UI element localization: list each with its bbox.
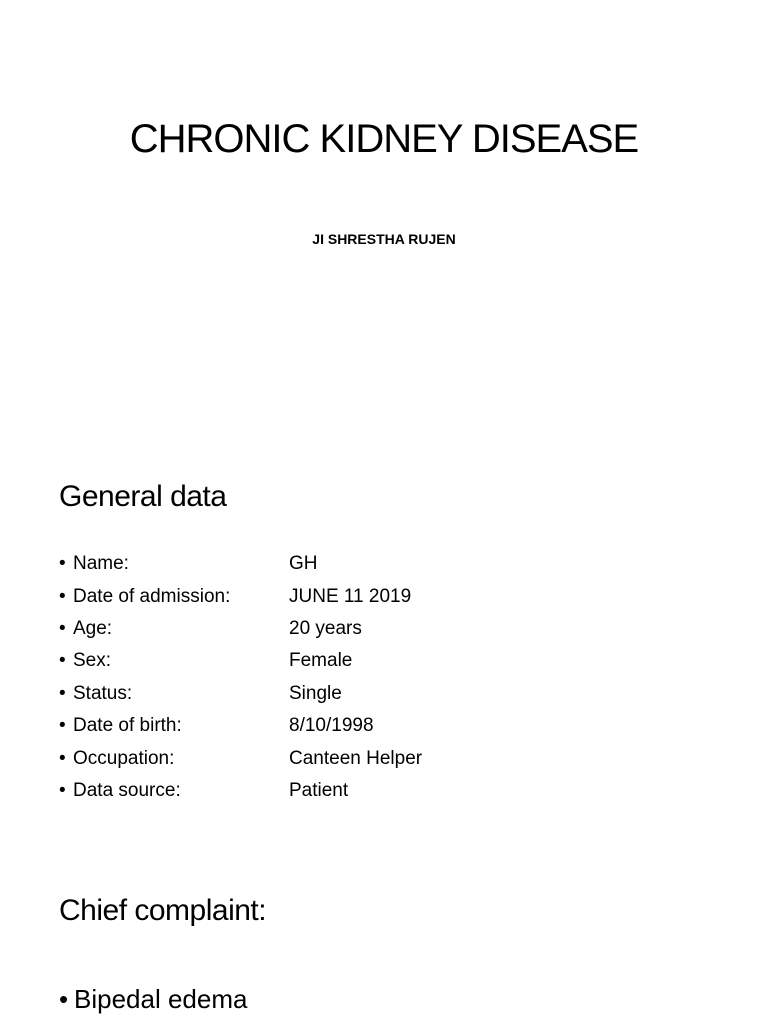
bullet-icon: •: [59, 650, 66, 672]
bullet-icon: •: [59, 553, 66, 575]
bullet-icon: •: [59, 779, 66, 801]
field-value: Female: [289, 650, 353, 672]
list-item-age: [59, 613, 559, 645]
bullet-icon: •: [59, 984, 69, 1014]
field-label: Data source:: [73, 779, 181, 801]
list-item-date-of-admission: [59, 580, 559, 612]
field-label: Age:: [73, 617, 113, 639]
chief-complaint-list: [59, 981, 247, 1017]
author-name: JI SHRESTHA RUJEN: [312, 231, 456, 247]
bullet-icon: •: [59, 715, 66, 737]
field-value: Canteen Helper: [289, 747, 423, 769]
document-title: CHRONIC KIDNEY DISEASE: [129, 117, 639, 161]
field-label: Status:: [73, 682, 133, 704]
field-value: GH: [289, 553, 318, 575]
bullet-icon: •: [59, 747, 66, 769]
list-item-date-of-birth: [59, 710, 559, 742]
complaint-text: Bipedal edema: [74, 984, 248, 1014]
field-value: 20 years: [289, 617, 362, 639]
general-data-list: [59, 548, 559, 807]
list-item-occupation: [59, 742, 559, 774]
field-label: Occupation:: [73, 747, 175, 769]
general-data-heading: General data: [59, 480, 227, 513]
list-item-sex: [59, 645, 559, 677]
list-item-data-source: [59, 775, 559, 807]
list-item: [59, 981, 247, 1017]
field-value: Patient: [289, 779, 349, 801]
field-value: Single: [289, 682, 342, 704]
field-value: JUNE 11 2019: [289, 585, 412, 607]
list-item-name: [59, 548, 559, 580]
bullet-icon: •: [59, 585, 66, 607]
chief-complaint-heading: Chief complaint:: [59, 894, 267, 927]
bullet-icon: •: [59, 617, 66, 639]
field-label: Name:: [73, 553, 129, 575]
field-label: Date of birth:: [73, 715, 182, 737]
field-value: 8/10/1998: [289, 715, 374, 737]
list-item-status: [59, 678, 559, 710]
field-label: Sex:: [73, 650, 112, 672]
field-label: Date of admission:: [73, 585, 231, 607]
bullet-icon: •: [59, 682, 66, 704]
